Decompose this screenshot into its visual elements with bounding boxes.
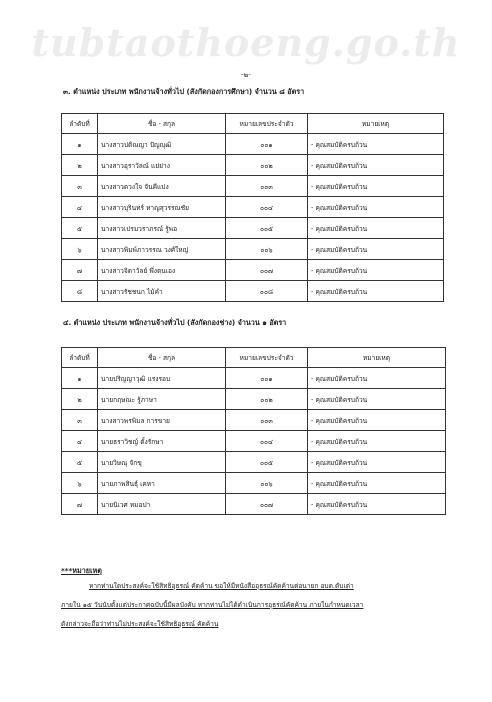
cell-id: ๐๐๓ — [226, 176, 308, 197]
cell-remark: - คุณสมบัติครบถ้วน — [308, 410, 446, 431]
col-header-id: หมายเลขประจำตัว — [226, 348, 308, 368]
cell-no: ๔ — [62, 197, 98, 218]
col-header-id: หมายเลขประจำตัว — [226, 114, 308, 134]
table-row — [62, 389, 446, 410]
cell-id: ๐๐๕ — [226, 452, 308, 473]
cell-no: ๘ — [62, 281, 98, 302]
cell-name: นายนิเวศ หมอปา — [98, 494, 226, 515]
table-row — [62, 218, 444, 239]
cell-no: ๓ — [62, 176, 98, 197]
cell-id: ๐๐๗ — [226, 494, 308, 515]
cell-id: ๐๐๑ — [226, 368, 308, 389]
cell-no: ๑ — [62, 134, 98, 155]
cell-name: นายภาพสินธุ์ เคหา — [98, 473, 226, 494]
cell-name: นางสาวพรพิมล การขาย — [98, 410, 226, 431]
cell-remark: - คุณสมบัติครบถ้วน — [308, 176, 444, 197]
cell-remark: - คุณสมบัติครบถ้วน — [308, 452, 446, 473]
cell-remark: - คุณสมบัติครบถ้วน — [308, 281, 444, 302]
table-row — [62, 155, 444, 176]
cell-name: นางสาวพิมพ์ภาวรรณ วงศ์ใหญ่ — [98, 239, 226, 260]
cell-id: ๐๐๕ — [226, 218, 308, 239]
cell-no: ๒ — [62, 389, 98, 410]
cell-id: ๐๐๓ — [226, 410, 308, 431]
section4-table — [61, 347, 446, 515]
table-row — [62, 431, 446, 452]
cell-name: นายวิษณุ จักขุ — [98, 452, 226, 473]
cell-id: ๐๐๒ — [226, 155, 308, 176]
cell-no: ๒ — [62, 155, 98, 176]
cell-name: นางสาวบุรินทร์ หาญสุวรรณชัย — [98, 197, 226, 218]
table-row — [62, 410, 446, 431]
cell-id: ๐๐๖ — [226, 239, 308, 260]
cell-id: ๐๐๖ — [226, 473, 308, 494]
table-row — [62, 452, 446, 473]
col-header-no: ลำดับที่ — [62, 114, 98, 134]
col-header-name: ชื่อ - สกุล — [98, 114, 226, 134]
col-header-no: ลำดับที่ — [62, 348, 98, 368]
col-header-remark: หมายเหตุ — [308, 114, 444, 134]
note-line: หากท่านใดประสงค์จะใช้สิทธิอุธรณ์ คัดค้าน ขอให้มีหนังสืออุธรณ์คัดค้านต่อนายก อบต.ดับเต่า — [89, 582, 354, 590]
cell-remark: - คุณสมบัติครบถ้วน — [308, 494, 446, 515]
cell-no: ๖ — [62, 473, 98, 494]
table-row — [62, 494, 446, 515]
cell-name: นางสาวจิดาวัลย์ พึ่งตนเอง — [98, 260, 226, 281]
cell-name: นายธราวิชญ์ ตั้งรักษา — [98, 431, 226, 452]
cell-remark: - คุณสมบัติครบถ้วน — [308, 197, 444, 218]
note-title: ***หมายเหตุ — [61, 566, 102, 575]
cell-id: ๐๐๔ — [226, 431, 308, 452]
cell-name: นางสาวปติณญา ปัญญุฒิ — [98, 134, 226, 155]
cell-name: นางสาวดวงใจ จันคีแปง — [98, 176, 226, 197]
cell-id: ๐๐๗ — [226, 260, 308, 281]
note-line: ภายใน ๑๕ วันนับตั้งแต่ประกาศฉบับนี้มีผลบังคับ หากท่านไม่ได้ดำเนินการอุธรณ์คัดค้าน ภายในกำหนดเวลา — [61, 601, 364, 609]
cell-no: ๗ — [62, 260, 98, 281]
table-header-row — [62, 348, 446, 368]
table-row — [62, 197, 444, 218]
cell-no: ๗ — [62, 494, 98, 515]
cell-name: นางสาวรัชชนก ไม้คำ — [98, 281, 226, 302]
cell-remark: - คุณสมบัติครบถ้วน — [308, 134, 444, 155]
cell-id: ๐๐๑ — [226, 134, 308, 155]
cell-remark: - คุณสมบัติครบถ้วน — [308, 239, 444, 260]
cell-no: ๖ — [62, 239, 98, 260]
table-row — [62, 239, 444, 260]
cell-no: ๔ — [62, 431, 98, 452]
table-row — [62, 176, 444, 197]
cell-name: นางสาวเปรมวราภรณ์ รู้พอ — [98, 218, 226, 239]
cell-no: ๑ — [62, 368, 98, 389]
cell-id: ๐๐๒ — [226, 389, 308, 410]
section3-heading: ๓. ตำแหน่ง ประเภท พนักงานจ้างทั่วไป (สังกัดกองการศึกษา) จำนวน ๘ อัตรา — [63, 87, 305, 96]
page-number: -๒- — [241, 71, 251, 79]
cell-name: นายกฤษณะ รู้ภาษา — [98, 389, 226, 410]
table-row — [62, 260, 444, 281]
watermark: tubtaothoeng.go.th — [31, 20, 461, 65]
cell-remark: - คุณสมบัติครบถ้วน — [308, 368, 446, 389]
col-header-name: ชื่อ - สกุล — [98, 348, 226, 368]
cell-no: ๓ — [62, 410, 98, 431]
cell-remark: - คุณสมบัติครบถ้วน — [308, 155, 444, 176]
note-body — [61, 577, 441, 634]
table-row — [62, 134, 444, 155]
table-row — [62, 473, 446, 494]
cell-remark: - คุณสมบัติครบถ้วน — [308, 473, 446, 494]
section3-table — [61, 113, 444, 302]
cell-remark: - คุณสมบัติครบถ้วน — [308, 218, 444, 239]
cell-remark: - คุณสมบัติครบถ้วน — [308, 260, 444, 281]
col-header-remark: หมายเหตุ — [308, 348, 446, 368]
table-row — [62, 368, 446, 389]
cell-remark: - คุณสมบัติครบถ้วน — [308, 389, 446, 410]
cell-id: ๐๐๔ — [226, 197, 308, 218]
cell-name: นายปริญญาวุฒิ แรงรอบ — [98, 368, 226, 389]
cell-remark: - คุณสมบัติครบถ้วน — [308, 431, 446, 452]
cell-name: นางสาวอุราวัลณ์ แย่ย่าง — [98, 155, 226, 176]
table-header-row — [62, 114, 444, 134]
cell-no: ๕ — [62, 452, 98, 473]
cell-id: ๐๐๘ — [226, 281, 308, 302]
section4-heading: ๔. ตำแหน่ง ประเภท พนักงานจ้างทั่วไป (สังกัดกองช่าง) จำนวน ๑ อัตรา — [63, 318, 287, 327]
cell-no: ๕ — [62, 218, 98, 239]
note-line: ดังกล่าวจะถือว่าท่านไม่ประสงค์จะใช้สิทธิอุธรณ์ คัดค้าน — [61, 620, 219, 628]
table-row — [62, 281, 444, 302]
